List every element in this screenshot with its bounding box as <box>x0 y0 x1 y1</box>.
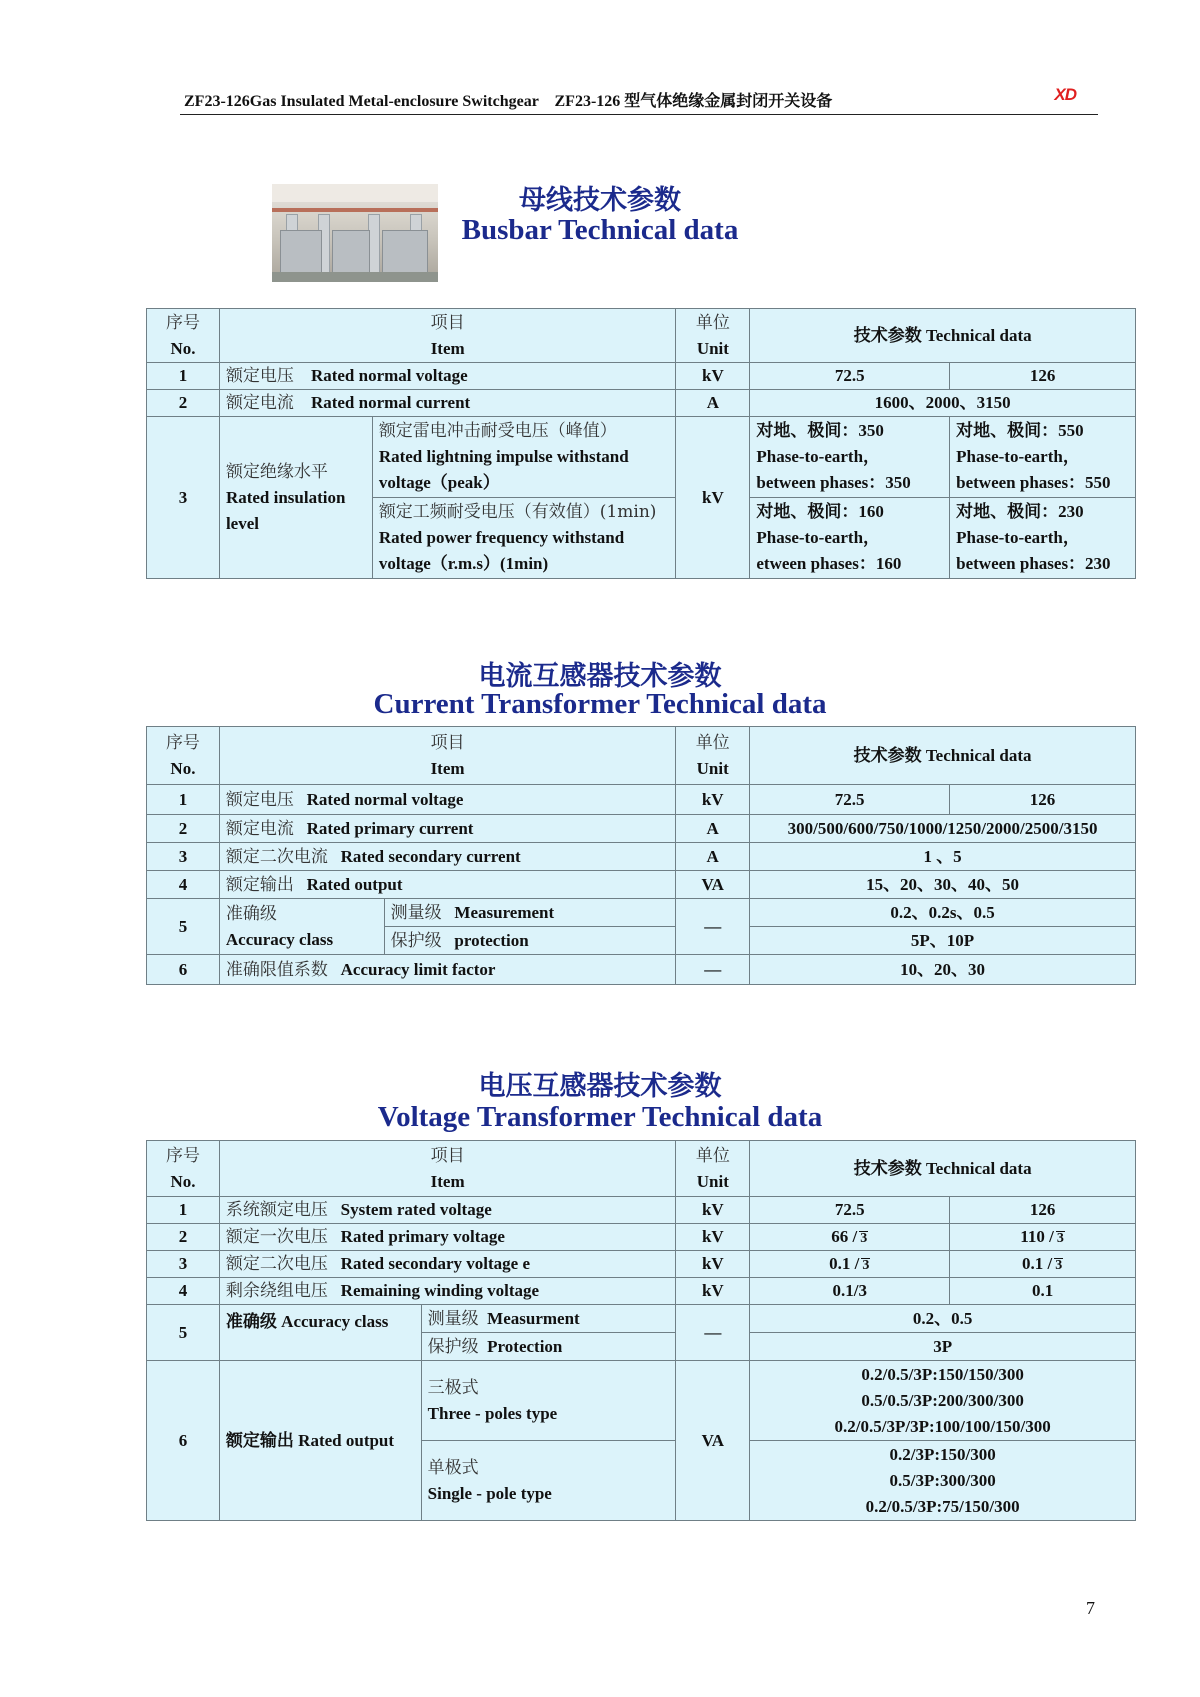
table-row: 额定工频耐受电压（有效值）(1min) Rated power frequency withstand voltage（r.m.s）(1min) 对地、极间：160 Phase-to-earth， etween phases：160 对地、极间：230 Phase-to-earth， between phases：230 <box>147 498 1136 579</box>
vt-title-en: Voltage Transformer Technical data <box>377 1101 823 1133</box>
ct-title-en: Current Transformer Technical data <box>373 688 827 720</box>
table-row: 6 准确限值系数 Accuracy limit factor — 10、20、30 <box>147 955 1136 985</box>
table-row: 1 系统额定电压 System rated voltage kV 72.5 126 <box>147 1197 1136 1224</box>
sqrt-symbol: 3 <box>862 1258 870 1273</box>
table-row: 2 额定电流 Rated normal current A 1600、2000、3150 <box>147 390 1136 417</box>
table-row: 3 额定二次电压 Rated secondary voltage e kV 0.1 / 3 0.1 / 3 <box>147 1251 1136 1278</box>
vt-table <box>146 1140 1136 1521</box>
page-header <box>180 86 1098 115</box>
busbar-title-en: Busbar Technical data <box>461 214 739 246</box>
company-logo: XD <box>1054 85 1076 104</box>
table-row: 3 额定绝缘水平 Rated insulation level 额定雷电冲击耐受电压（峰值） Rated lightning impulse withstand voltage（peak） kV 对地、极间：350 Phase-to-earth， between phases：350 对地、极间：550 Phase-to-earth， between phases：550 <box>147 417 1136 498</box>
table-row: 4 剩余绕组电压 Remaining winding voltage kV 0.1/3 0.1 <box>147 1278 1136 1305</box>
table-row: 5 准确级 Accuracy class 测量级 Measurment — 0.2、0.5 <box>147 1305 1136 1333</box>
vt-title-cn: 电压互感器技术参数 <box>478 1071 722 1102</box>
busbar-table <box>146 308 1136 579</box>
page-number: 7 <box>1086 1598 1095 1618</box>
table-row: 1 额定电压 Rated normal voltage kV 72.5 126 <box>147 363 1136 390</box>
table-row: 2 额定一次电压 Rated primary voltage kV 66 / 3 110 / 3 <box>147 1224 1136 1251</box>
table-header-row: 序号 No. 项目 Item 单位 Unit 技术参数 Technical data <box>147 727 1136 785</box>
table-row: 3 额定二次电流 Rated secondary current A 1 、5 <box>147 843 1136 871</box>
table-row: 4 额定输出 Rated output VA 15、20、30、40、50 <box>147 871 1136 899</box>
sqrt-symbol: 3 <box>860 1231 868 1246</box>
table-header-row: 序号 No. 项目 Item 单位 Unit 技术参数 Technical data <box>147 1141 1136 1197</box>
table-row: 5 准确级 Accuracy class 测量级 Measurement — 0.2、0.2s、0.5 <box>147 899 1136 927</box>
table-row: 保护级 protection 5P、10P <box>147 927 1136 955</box>
table-row: 保护级 Protection 3P <box>147 1333 1136 1361</box>
table-row: 单极式 Single - pole type 0.2/3P:150/300 0.5/3P:300/300 0.2/0.5/3P:75/150/300 <box>147 1441 1136 1521</box>
sqrt-symbol: 3 <box>1055 1258 1063 1273</box>
table-row: 2 额定电流 Rated primary current A 300/500/600/750/1000/1250/2000/2500/3150 <box>147 815 1136 843</box>
ct-title-cn: 电流互感器技术参数 <box>478 661 722 692</box>
header-title: ZF23-126Gas Insulated Metal-enclosure Switchgear ZF23-126 型气体绝缘金属封闭开关设备 <box>184 93 833 110</box>
busbar-title-cn: 母线技术参数 <box>519 185 681 216</box>
table-header-row: 序号 No. 项目 Item 单位 Unit 技术参数 Technical data <box>147 309 1136 363</box>
table-row: 6 额定输出 Rated output 三极式 Three - poles type VA 0.2/0.5/3P:150/150/300 0.5/0.5/3P:200/300/300 0.2/0.5/3P/3P:100/100/150/300 <box>147 1361 1136 1441</box>
table-row: 1 额定电压 Rated normal voltage kV 72.5 126 <box>147 785 1136 815</box>
sqrt-symbol: 3 <box>1056 1231 1064 1246</box>
ct-table <box>146 726 1136 985</box>
